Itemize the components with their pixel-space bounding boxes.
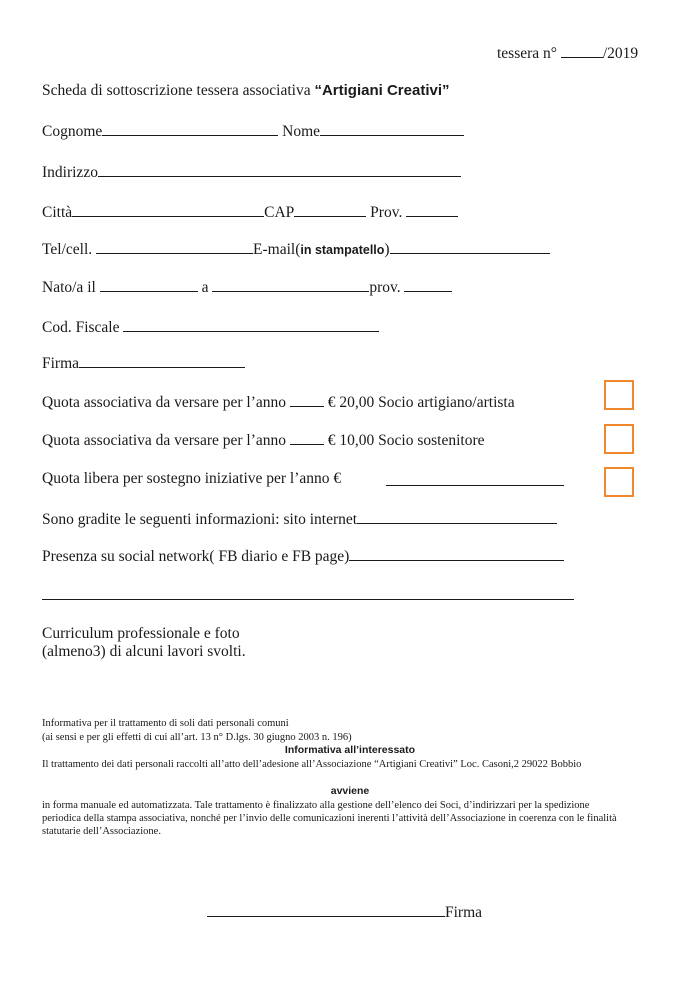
socio-sostenitore-checkbox[interactable] (604, 424, 634, 454)
nome-field[interactable] (320, 120, 464, 136)
firma-row: Firma (42, 352, 245, 374)
quota-libera-field[interactable] (386, 470, 564, 486)
social-field[interactable] (349, 545, 564, 561)
form-title: Scheda di sottoscrizione tessera associativa “Artigiani Creativi” (42, 82, 450, 99)
extra-line-field[interactable] (42, 583, 574, 600)
firma-field[interactable] (79, 352, 245, 368)
sito-row: Sono gradite le seguenti informazioni: sito internet (42, 508, 557, 530)
footer-firma-row: Firma (207, 901, 482, 923)
citta-row: Città CAP Prov. (42, 201, 458, 223)
email-field[interactable] (390, 238, 550, 254)
luogo-nascita-field[interactable] (212, 276, 369, 292)
curriculum-line-1: Curriculum professionale e foto (42, 625, 240, 642)
privacy-line-2: (ai sensi e per gli effetti di cui all’art. 13 n° D.lgs. 30 giugno 2003 n. 196) (42, 732, 352, 743)
tel-field[interactable] (96, 238, 253, 254)
quota-artigiano-anno-field[interactable] (290, 391, 324, 407)
cap-field[interactable] (294, 201, 366, 217)
tessera-number: tessera n° /2019 (497, 42, 638, 64)
privacy-line-1: Informativa per il trattamento di soli dati personali comuni (42, 718, 289, 729)
codice-fiscale-row: Cod. Fiscale (42, 316, 379, 338)
quota-libera-checkbox[interactable] (604, 467, 634, 497)
tessera-number-field[interactable] (561, 42, 603, 58)
privacy-avviene: avviene (330, 785, 370, 797)
quota-sostenitore-row: Quota associativa da versare per l’anno € 10,00 Socio sostenitore (42, 429, 485, 451)
tel-email-row: Tel/cell. E-mail(in stampatello) (42, 238, 550, 260)
sito-field[interactable] (357, 508, 557, 524)
footer-firma-field[interactable] (207, 901, 445, 917)
prov-field[interactable] (406, 201, 458, 217)
cognome-nome-row: Cognome Nome (42, 120, 464, 142)
citta-field[interactable] (72, 201, 264, 217)
association-name: “Artigiani Creativi” (314, 82, 450, 99)
prov-nascita-field[interactable] (404, 276, 452, 292)
data-nascita-field[interactable] (100, 276, 198, 292)
quota-artigiano-row: Quota associativa da versare per l’anno € 20,00 Socio artigiano/artista (42, 391, 515, 413)
indirizzo-row: Indirizzo (42, 161, 461, 183)
quota-libera-row: Quota libera per sostegno iniziative per l’anno € (42, 470, 342, 487)
nascita-row: Nato/a il a prov. (42, 276, 452, 298)
indirizzo-field[interactable] (98, 161, 461, 177)
privacy-paragraph-1: Il trattamento dei dati personali raccolti all’atto dell’adesione all’Associazione “Artigiani Creativi” Loc. Casoni,2 29022 Bobbio (42, 759, 582, 770)
quota-sostenitore-anno-field[interactable] (290, 429, 324, 445)
cognome-field[interactable] (102, 120, 278, 136)
privacy-paragraph-2: in forma manuale ed automatizzata. Tale trattamento è finalizzato alla gestione dell’elenco dei Soci, d’indirizzari per la spedizione periodica della stampa associativa, nonché per l’invio delle comunicazioni inerenti l’attività dell’Associazione in coerenza con le finalità statutarie dell’Associazione. (42, 800, 617, 837)
curriculum-line-2: (almeno3) di alcuni lavori svolti. (42, 643, 246, 660)
codice-fiscale-field[interactable] (123, 316, 379, 332)
privacy-heading: Informativa all’interessato (284, 744, 416, 756)
social-row: Presenza su social network( FB diario e FB page) (42, 545, 564, 567)
socio-artigiano-checkbox[interactable] (604, 380, 634, 410)
